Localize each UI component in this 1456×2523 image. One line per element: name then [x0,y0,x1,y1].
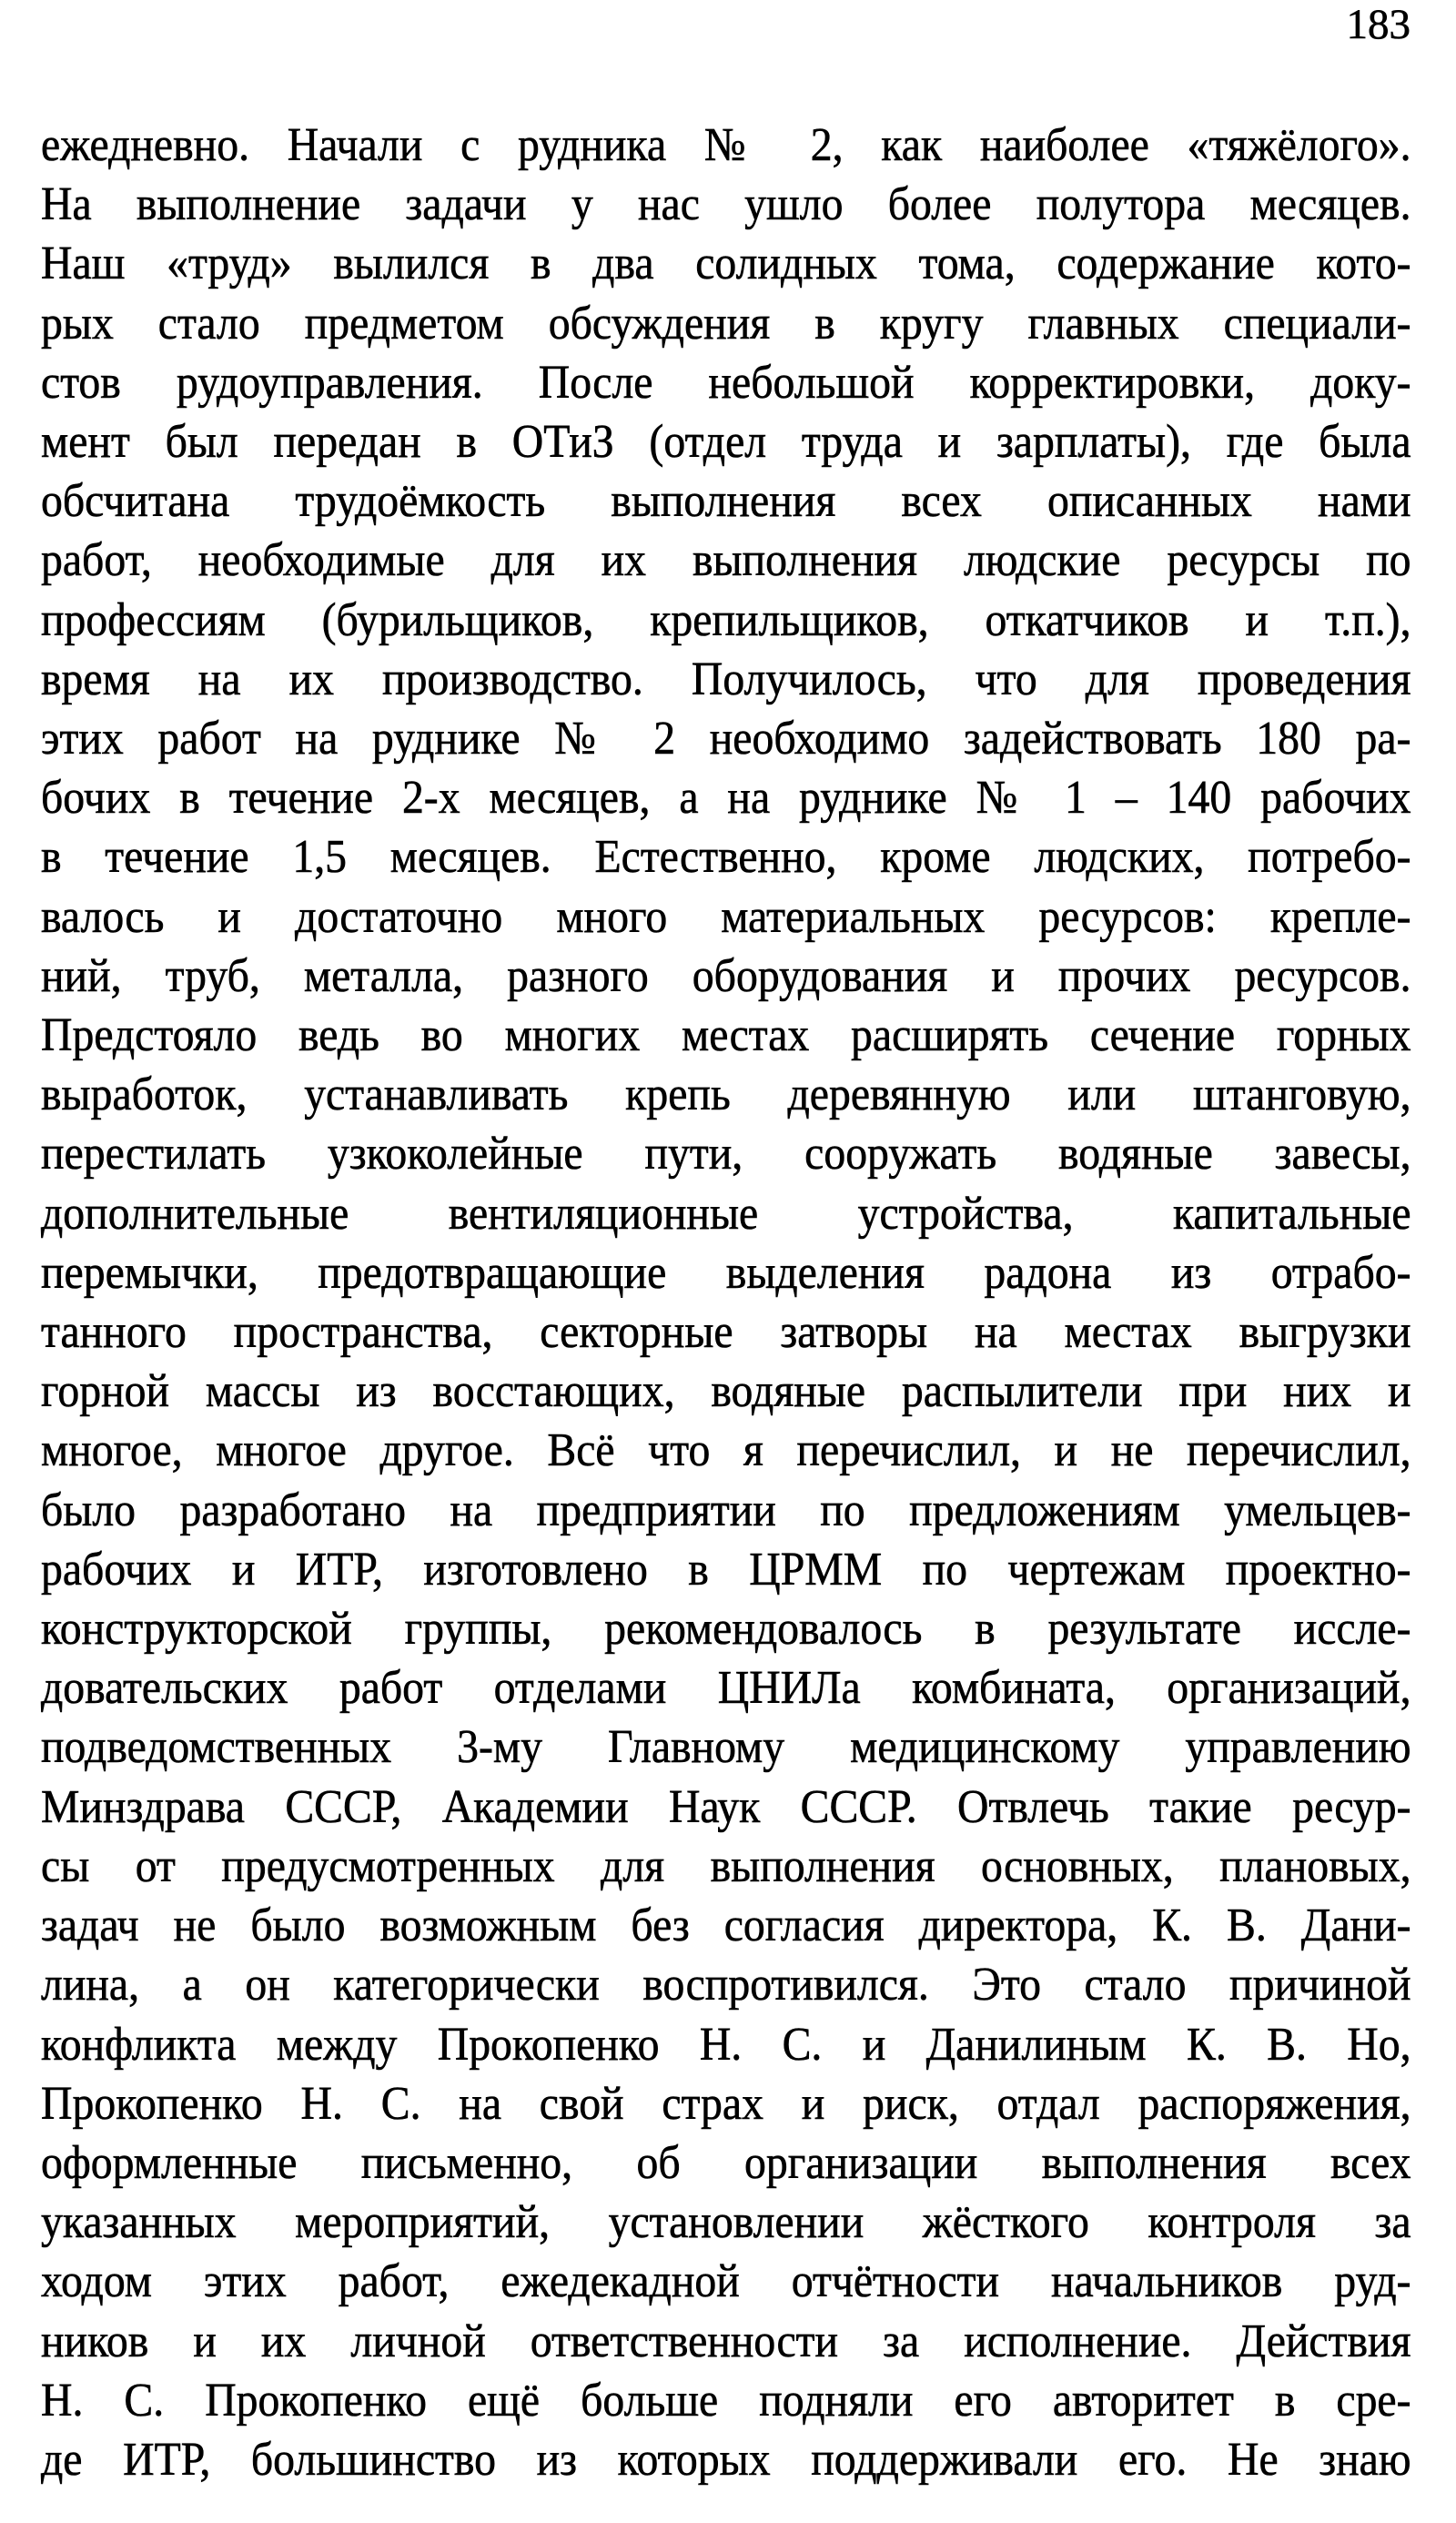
text-line: профессиям (бурильщиков, крепильщиков, откатчиков и т.п.), [41,593,1411,646]
text-line: перемычки, предотвращающие выделения радона из отрабо- [41,1246,1411,1299]
text-line: работ, необходимые для их выполнения людские ресурсы по [41,534,1411,587]
text-line: многое, многое другое. Всё что я перечислил, и не перечислил, [41,1424,1411,1477]
text-line: рых стало предметом обсуждения в кругу главных специали- [41,297,1411,350]
text-line: горной массы из восстающих, водяные распылители при них и [41,1365,1411,1418]
text-line: На выполнение задачи у нас ушло более полутора месяцев. [41,178,1411,231]
text-line: сы от предусмотренных для выполнения основных, плановых, [41,1839,1411,1892]
text-line: Наш «труд» вылился в два солидных тома, содержание кото- [41,238,1411,290]
text-line: ников и их личной ответственности за исполнение. Действия [41,2315,1411,2367]
text-line: подведомственных 3-му Главному медицинскому управлению [41,1721,1411,1774]
text-line: выработок, устанавливать крепь деревянную или штанговую, [41,1069,1411,1121]
text-line: обсчитана трудоёмкость выполнения всех описанных нами [41,475,1411,528]
text-line: перестилать узкоколейные пути, сооружать водяные завесы, [41,1128,1411,1180]
text-line: Н. С. Прокопенко ещё больше подняли его авторитет в сре- [41,2374,1411,2427]
text-line: валось и достаточно много материальных ресурсов: крепле- [41,890,1411,943]
text-line: указанных мероприятий, установлении жёсткого контроля за [41,2196,1411,2249]
page-number: 183 [1346,1,1410,48]
text-line: в течение 1,5 месяцев. Естественно, кроме людских, потребо- [41,831,1411,884]
text-line: Прокопенко Н. С. на свой страх и риск, отдал распоряжения, [41,2077,1411,2130]
text-line: оформленные письменно, об организации выполнения всех [41,2136,1411,2189]
text-line: ний, труб, металла, разного оборудования и прочих ресурсов. [41,949,1411,1002]
text-line: довательских работ отделами ЦНИЛа комбината, организаций, [41,1662,1411,1715]
text-line: ежедневно. Начали с рудника № 2, как наиболее «тяжёлого». [41,119,1411,171]
text-line: было разработано на предприятии по предложениям умельцев- [41,1484,1411,1536]
text-line: ходом этих работ, ежедекадной отчётности начальников руд- [41,2255,1411,2308]
text-line: бочих в течение 2-х месяцев, а на руднике № 1 – 140 рабочих [41,772,1411,825]
text-line: задач не было возможным без согласия директора, К. В. Дани- [41,1900,1411,1952]
text-line: стов рудоуправления. После небольшой корректировки, доку- [41,356,1411,409]
text-line: танного пространства, секторные затворы на местах выгрузки [41,1306,1411,1359]
text-line: Минздрава СССР, Академии Наук СССР. Отвлечь такие ресур- [41,1780,1411,1833]
text-line: Предстояло ведь во многих местах расширять сечение горных [41,1009,1411,1062]
body-text [41,116,1411,2489]
text-line: лина, а он категорически воспротивился. Это стало причиной [41,1959,1411,2011]
text-line: конфликта между Прокопенко Н. С. и Данилиным К. В. Но, [41,2018,1411,2071]
text-line: рабочих и ИТР, изготовлено в ЦРММ по чертежам проектно- [41,1543,1411,1596]
text-line: де ИТР, большинство из которых поддерживали его. Не знаю [41,2433,1411,2486]
text-line: этих работ на руднике № 2 необходимо задействовать 180 ра- [41,713,1411,765]
text-line: время на их производство. Получилось, что для проведения [41,653,1411,705]
text-line: конструкторской группы, рекомендовалось в результате иссле- [41,1603,1411,1656]
text-line: дополнительные вентиляционные устройства, капитальные [41,1187,1411,1240]
text-line: мент был передан в ОТиЗ (отдел труда и зарплаты), где была [41,416,1411,469]
